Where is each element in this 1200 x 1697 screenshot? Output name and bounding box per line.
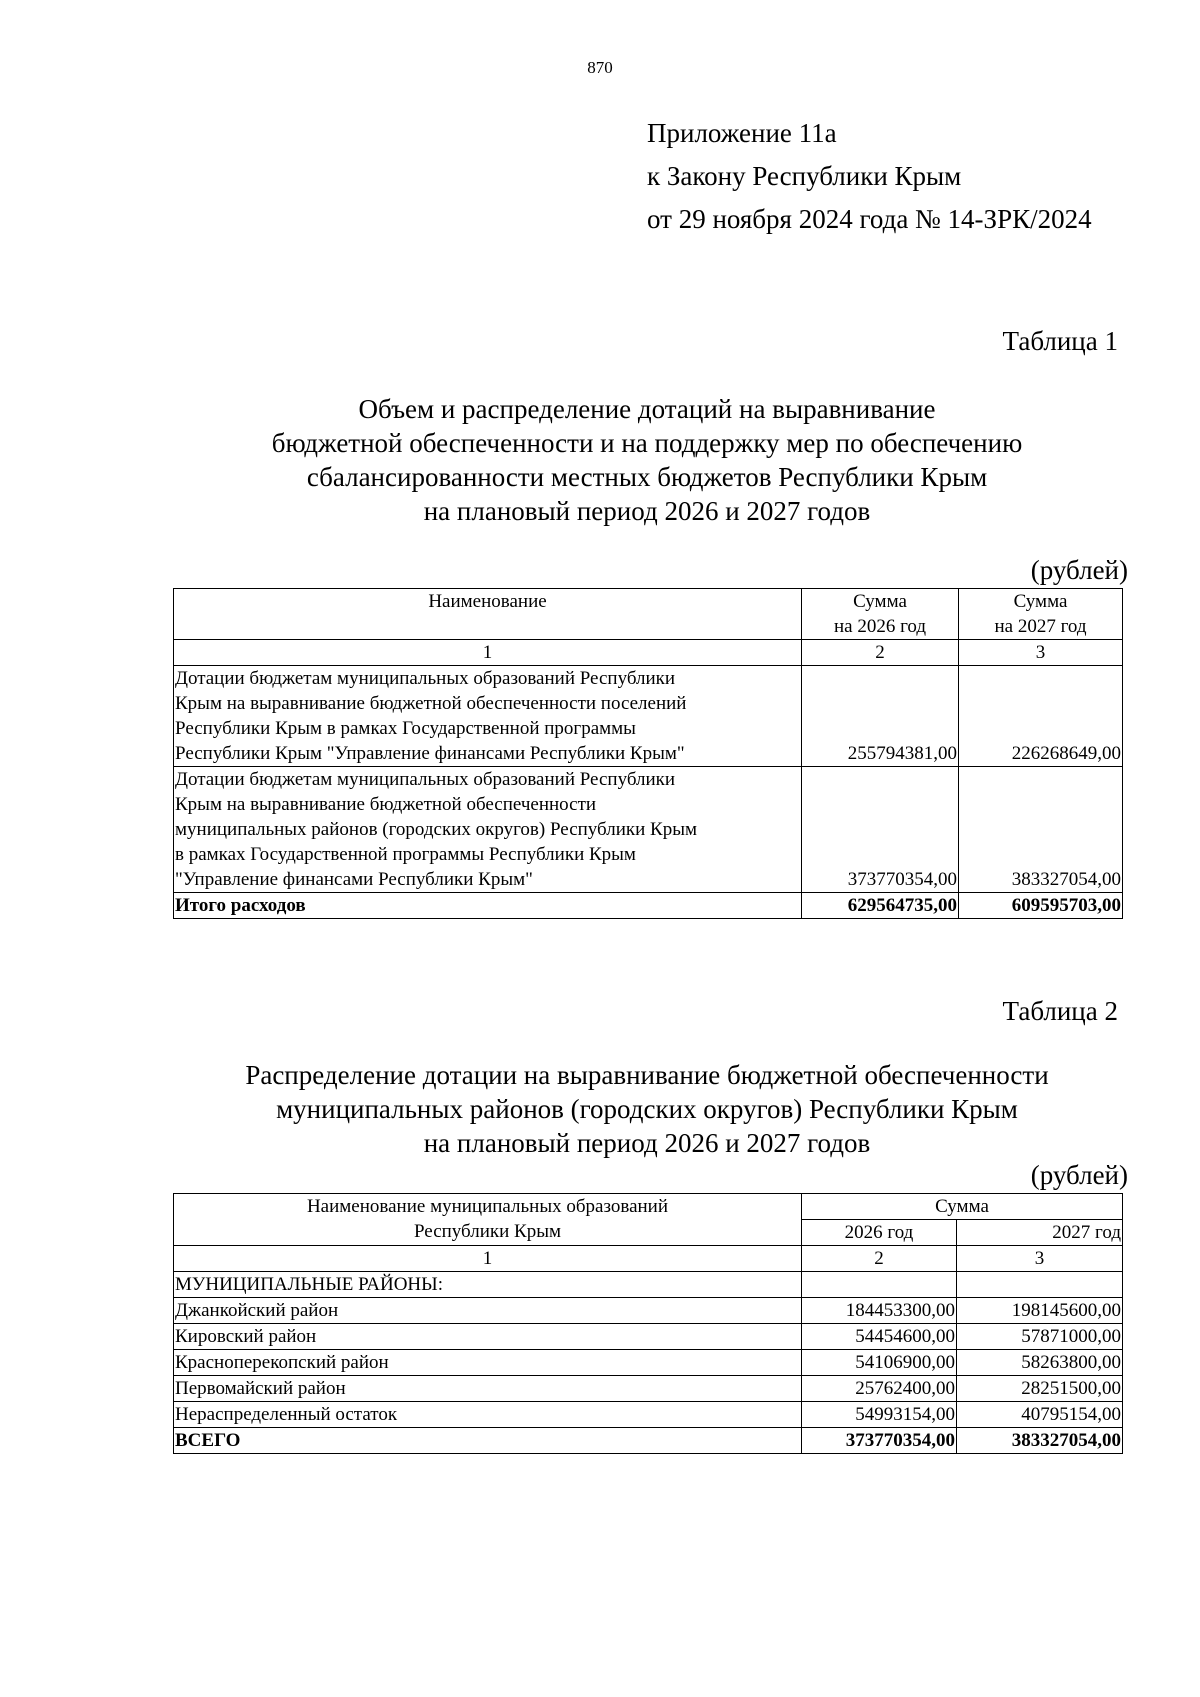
table1-header-row: [174, 589, 1123, 640]
table1-total-row: [174, 893, 1123, 919]
table2-label: Таблица 2: [1002, 996, 1118, 1026]
total-value-2026: 373770354,00: [802, 1428, 957, 1454]
table2-header-name: [174, 1194, 802, 1246]
appendix-header: [647, 112, 1092, 241]
table2-total-row: [174, 1428, 1123, 1454]
section-label: МУНИЦИПАЛЬНЫЕ РАЙОНЫ:: [174, 1272, 802, 1298]
row-value-2026: 373770354,00: [802, 767, 959, 893]
empty-cell: [957, 1272, 1123, 1298]
row-value-2026: 25762400,00: [802, 1376, 957, 1402]
row-value-2026: 54106900,00: [802, 1350, 957, 1376]
total-label: ВСЕГО: [174, 1428, 802, 1454]
row-name: Нераспределенный остаток: [174, 1402, 802, 1428]
table1-colnum-row: [174, 640, 1123, 666]
col-number: 3: [957, 1246, 1123, 1272]
total-value-2026: 629564735,00: [802, 893, 959, 919]
row-name: [174, 767, 802, 893]
table2-header-row: [174, 1194, 1123, 1220]
appendix-line-1: Приложение 11а: [647, 118, 837, 148]
row-name: Красноперекопский район: [174, 1350, 802, 1376]
table1-header-2027: [959, 589, 1123, 640]
table1-header-2026: [802, 589, 959, 640]
total-value-2027: 383327054,00: [957, 1428, 1123, 1454]
row-name-line: в рамках Государственной программы Республики Крым: [175, 844, 636, 865]
row-value-2027: 58263800,00: [957, 1350, 1123, 1376]
row-value-2026: 255794381,00: [802, 666, 959, 767]
row-value-2027: 28251500,00: [957, 1376, 1123, 1402]
table1-label: Таблица 1: [1002, 326, 1118, 356]
page-number: 870: [587, 58, 613, 77]
row-name: Джанкойский район: [174, 1298, 802, 1324]
header-line: Сумма: [1013, 591, 1068, 612]
col-number: 3: [959, 640, 1123, 666]
header-line: Республики Крым: [413, 1221, 562, 1242]
table-row: [174, 1298, 1123, 1324]
table2-title-line: на плановый период 2026 и 2027 годов: [423, 1128, 871, 1158]
row-name-line: Крым на выравнивание бюджетной обеспеченности поселений: [175, 693, 687, 714]
appendix-line-2: к Закону Республики Крым: [647, 161, 962, 191]
row-value-2027: 57871000,00: [957, 1324, 1123, 1350]
row-value-2027: 40795154,00: [957, 1402, 1123, 1428]
table2: [173, 1193, 1123, 1454]
table1-title-line: бюджетной обеспеченности и на поддержку мер по обеспечению: [271, 428, 1023, 458]
table-row: [174, 1376, 1123, 1402]
row-name: Кировский район: [174, 1324, 802, 1350]
header-line: Наименование муниципальных образований: [306, 1196, 669, 1217]
table2-unit: (рублей): [1030, 1160, 1128, 1190]
row-name: Первомайский район: [174, 1376, 802, 1402]
table-row: [174, 1324, 1123, 1350]
total-value-2027: 609595703,00: [959, 893, 1123, 919]
row-value-2026: 54454600,00: [802, 1324, 957, 1350]
row-value-2027: 383327054,00: [959, 767, 1123, 893]
table2-header-2027: 2027 год: [957, 1220, 1123, 1246]
row-value-2026: 54993154,00: [802, 1402, 957, 1428]
table2-title: [100, 1058, 1194, 1160]
col-number: 1: [174, 640, 802, 666]
table1-title-line: сбалансированности местных бюджетов Республики Крым: [306, 462, 988, 492]
header-line: на 2027 год: [994, 616, 1087, 637]
header-line: Сумма: [853, 591, 907, 612]
table-row: [174, 1350, 1123, 1376]
col-number: 1: [174, 1246, 802, 1272]
table1-title-line: Объем и распределение дотаций на выравнивание: [358, 394, 936, 424]
table2-title-line: муниципальных районов (городских округов) Республики Крым: [276, 1094, 1018, 1124]
table2-section-row: [174, 1272, 1123, 1298]
row-name-line: Дотации бюджетам муниципальных образований Республики: [175, 668, 676, 689]
table2-header-sum: Сумма: [802, 1194, 1123, 1220]
header-line: на 2026 год: [833, 616, 927, 637]
table1: [173, 588, 1123, 919]
table2-header-2026: 2026 год: [802, 1220, 957, 1246]
row-value-2026: 184453300,00: [802, 1298, 957, 1324]
table2-colnum-row: [174, 1246, 1123, 1272]
row-value-2027: 198145600,00: [957, 1298, 1123, 1324]
table2-title-line: Распределение дотации на выравнивание бюджетной обеспеченности: [245, 1060, 1049, 1090]
table-row: [174, 1402, 1123, 1428]
appendix-line-3: от 29 ноября 2024 года № 14-ЗРК/2024: [647, 204, 1092, 234]
total-label: Итого расходов: [174, 893, 802, 919]
row-name-line: "Управление финансами Республики Крым": [175, 869, 533, 890]
row-name-line: Крым на выравнивание бюджетной обеспеченности: [175, 794, 597, 815]
table1-header-name: Наименование: [174, 589, 802, 640]
col-number: 2: [802, 640, 959, 666]
table1-title: [100, 392, 1194, 528]
empty-cell: [802, 1272, 957, 1298]
row-name: [174, 666, 802, 767]
col-number: 2: [802, 1246, 957, 1272]
row-name-line: Республики Крым в рамках Государственной программы: [175, 718, 636, 739]
row-name-line: муниципальных районов (городских округов) Республики Крым: [175, 819, 698, 840]
row-value-2027: 226268649,00: [959, 666, 1123, 767]
table-row: [174, 666, 1123, 767]
row-name-line: Дотации бюджетам муниципальных образований Республики: [175, 769, 676, 790]
row-name-line: Республики Крым "Управление финансами Республики Крым": [175, 743, 685, 764]
table1-unit: (рублей): [1030, 555, 1128, 585]
table1-title-line: на плановый период 2026 и 2027 годов: [423, 496, 871, 526]
table-row: [174, 767, 1123, 893]
